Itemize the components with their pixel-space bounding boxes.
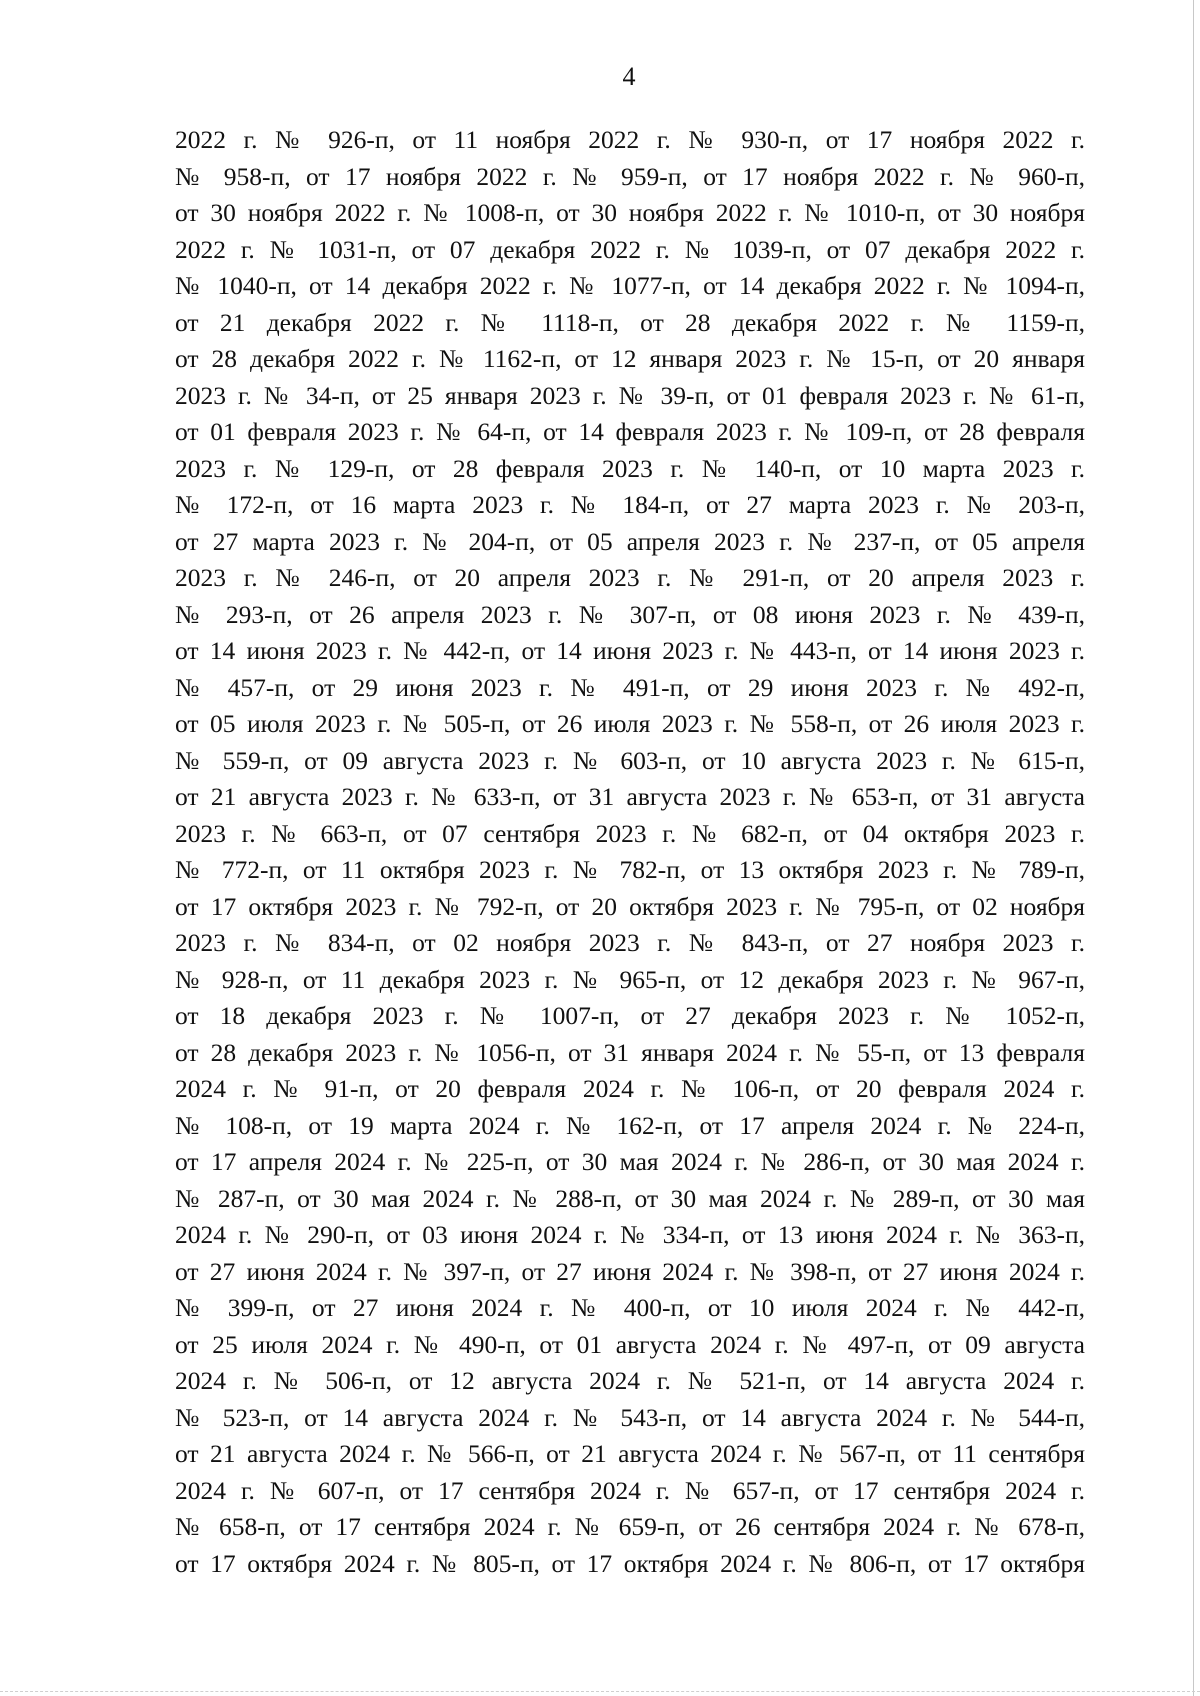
text-line: № 172-п, от 16 марта 2023 г. № 184-п, от 27 марта 2023 г. № 203-п, [175,490,1085,519]
body-text [175,122,1085,1582]
text-line: от 27 июня 2024 г. № 397-п, от 27 июня 2024 г. № 398-п, от 27 июня 2024 г. [175,1256,1085,1286]
text-line: от 17 апреля 2024 г. № 225-п, от 30 мая 2024 г. № 286-п, от 30 мая 2024 г. [175,1147,1085,1176]
text-line: 2024 г. № 506-п, от 12 августа 2024 г. № 521-п, от 14 августа 2024 г. [175,1366,1085,1395]
text-line: 2023 г. № 834-п, от 02 ноября 2023 г. № 843-п, от 27 ноября 2023 г. [175,928,1085,957]
text-line: от 21 августа 2024 г. № 566-п, от 21 августа 2024 г. № 567-п, от 11 сентября [175,1439,1085,1468]
text-line: 2022 г. № 926-п, от 11 ноября 2022 г. № 930-п, от 17 ноября 2022 г. [175,125,1085,154]
text-line: от 21 августа 2023 г. № 633-п, от 31 августа 2023 г. № 653-п, от 31 августа [175,782,1085,811]
text-line: 2024 г. № 607-п, от 17 сентября 2024 г. № 657-п, от 17 сентября 2024 г. [175,1475,1085,1505]
text-line: № 559-п, от 09 августа 2023 г. № 603-п, от 10 августа 2023 г. № 615-п, [175,745,1085,775]
text-line: от 25 июля 2024 г. № 490-п, от 01 августа 2024 г. № 497-п, от 09 августа [175,1329,1085,1359]
text-line: от 14 июня 2023 г. № 442-п, от 14 июня 2023 г. № 443-п, от 14 июня 2023 г. [175,636,1085,665]
text-line: от 17 октября 2023 г. № 792-п, от 20 октября 2023 г. № 795-п, от 02 ноября [175,891,1085,921]
text-line: от 27 марта 2023 г. № 204-п, от 05 апреля 2023 г. № 237-п, от 05 апреля [175,526,1085,556]
scan-edge-right [1193,0,1194,1696]
text-line: от 18 декабря 2023 г. № 1007-п, от 27 декабря 2023 г. № 1052-п, [175,1001,1085,1030]
text-line: 2024 г. № 290-п, от 03 июня 2024 г. № 334-п, от 13 июня 2024 г. № 363-п, [175,1220,1085,1249]
page-number: 4 [622,62,636,91]
text-line: 2023 г. № 129-п, от 28 февраля 2023 г. № 140-п, от 10 марта 2023 г. [175,453,1085,483]
text-line: № 287-п, от 30 мая 2024 г. № 288-п, от 30 мая 2024 г. № 289-п, от 30 мая [175,1183,1085,1213]
text-line: от 28 декабря 2022 г. № 1162-п, от 12 января 2023 г. № 15-п, от 20 января [175,344,1085,373]
text-line: № 772-п, от 11 октября 2023 г. № 782-п, от 13 октября 2023 г. № 789-п, [175,855,1085,884]
text-line: от 01 февраля 2023 г. № 64-п, от 14 февраля 2023 г. № 109-п, от 28 февраля [175,417,1085,446]
text-line: 2024 г. № 91-п, от 20 февраля 2024 г. № 106-п, от 20 февраля 2024 г. [175,1074,1085,1103]
text-line: 2023 г. № 663-п, от 07 сентября 2023 г. № 682-п, от 04 октября 2023 г. [175,818,1085,848]
text-line: № 523-п, от 14 августа 2024 г. № 543-п, от 14 августа 2024 г. № 544-п, [175,1402,1085,1432]
text-line: 2022 г. № 1031-п, от 07 декабря 2022 г. № 1039-п, от 07 декабря 2022 г. [175,234,1085,264]
text-line: от 28 декабря 2023 г. № 1056-п, от 31 января 2024 г. № 55-п, от 13 февраля [175,1037,1085,1067]
scan-edge-bottom [0,1691,1200,1692]
text-line: № 457-п, от 29 июня 2023 г. № 491-п, от 29 июня 2023 г. № 492-п, [175,672,1085,702]
text-line: № 108-п, от 19 марта 2024 г. № 162-п, от 17 апреля 2024 г. № 224-п, [175,1110,1085,1140]
text-line: от 21 декабря 2022 г. № 1118-п, от 28 декабря 2022 г. № 1159-п, [175,307,1085,337]
text-line: от 30 ноября 2022 г. № 1008-п, от 30 ноября 2022 г. № 1010-п, от 30 ноября [175,198,1085,227]
text-line: № 958-п, от 17 ноября 2022 г. № 959-п, от 17 ноября 2022 г. № 960-п, [175,161,1085,191]
text-line: от 17 октября 2024 г. № 805-п, от 17 октября 2024 г. № 806-п, от 17 октября [175,1548,1085,1578]
text-line: № 928-п, от 11 декабря 2023 г. № 965-п, от 12 декабря 2023 г. № 967-п, [175,964,1085,994]
text-line: № 399-п, от 27 июня 2024 г. № 400-п, от 10 июля 2024 г. № 442-п, [175,1293,1085,1322]
text-line: от 05 июля 2023 г. № 505-п, от 26 июля 2023 г. № 558-п, от 26 июля 2023 г. [175,709,1085,738]
text-line: 2023 г. № 246-п, от 20 апреля 2023 г. № 291-п, от 20 апреля 2023 г. [175,563,1085,592]
text-line: № 293-п, от 26 апреля 2023 г. № 307-п, от 08 июня 2023 г. № 439-п, [175,599,1085,629]
text-line: 2023 г. № 34-п, от 25 января 2023 г. № 39-п, от 01 февраля 2023 г. № 61-п, [175,380,1085,410]
text-line: № 658-п, от 17 сентября 2024 г. № 659-п, от 26 сентября 2024 г. № 678-п, [175,1512,1085,1541]
text-line: № 1040-п, от 14 декабря 2022 г. № 1077-п, от 14 декабря 2022 г. № 1094-п, [175,271,1085,300]
